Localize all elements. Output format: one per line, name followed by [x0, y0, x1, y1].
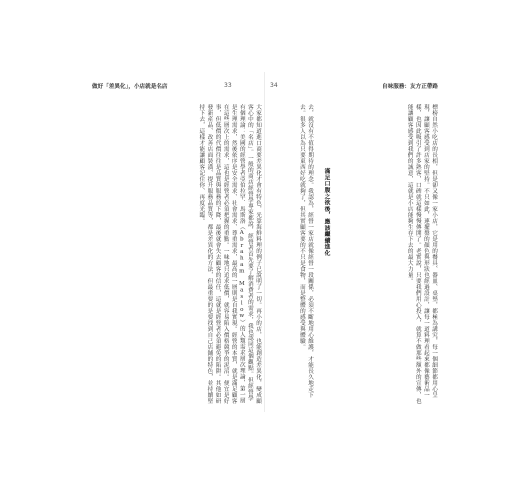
body-text-bottom: 去，就沒有不值得期待的理念。我認為，經營一家店就像經營一段關係，必須不斷地用心維護，才能長久地走下去。很多人以為只要東西好吃就夠了，但其實顧客要的不只是食物，而是整體的感受與體驗。: [298, 104, 313, 398]
gutter-divider: [264, 72, 265, 412]
running-head: 做好「差異化」，小店就是名店: [92, 84, 168, 90]
page-number: 33: [224, 82, 232, 89]
body-text-top: 標榜自然小吃店的長相，但是卻又像一家小店，它是用的餐具、器皿、桌墊，都極為講究，每一個細節都用心呈現，讓顧客感受到店家的堅持。不只如此，連擺盤的顏色與形狀也經過設計，讓每一道料理看起來都像藝術品一樣，也因此吸引了許多熟客，口碑就這樣慢慢傳開了。老實說，只要我們用心投入，就算不做那些額外的宣傳，也能讓顧客感受到我們的誠意，這就是小店能夠生存下去的最大力量。: [406, 104, 437, 404]
left-page: [92, 72, 262, 412]
body-text: 大家都知道進口商要差異化才會有特色，光靠海鮮料理的例子已說明了一切。再小的店，也能創造差異化，變成顧客心中的「名店」。一般的商店經營學專家都說，經營者首先要了解消費者的需求，我也認同這個觀點。但經營學有個理論：美國的經營學者亞伯拉罕．馬斯洛（Abraham Maslow）的人類需求層次理論，第一層是生理需求，然後依序是安全需求、社會需求、尊重需求，最高的一層則是自我實現。經營的本質，就是滿足顧客在這些層次上的需求，這也是經營者必須把握的重點。一味地只追求低價，就容易陷入價格競爭的泥沼。便宜是好事，但低價的代價往往是品質與服務的下降，最後就會失去顧客的信任，這就是經營者必須避免的陷阱。其他如研發新產品、改善店面裝潢、提升服務品質等，都是差異化的方法，但最重要的是要找到自己店鋪的特色，並持續堅持下去，這樣才能讓顧客記住你、再度光臨。: [198, 104, 261, 404]
section-heading: 滿足口腹之欲後，應該繼續進化: [323, 168, 329, 257]
page-number: 34: [270, 82, 278, 89]
running-head: 自味服務：友方正帶路: [382, 84, 438, 90]
right-page: [268, 72, 438, 412]
